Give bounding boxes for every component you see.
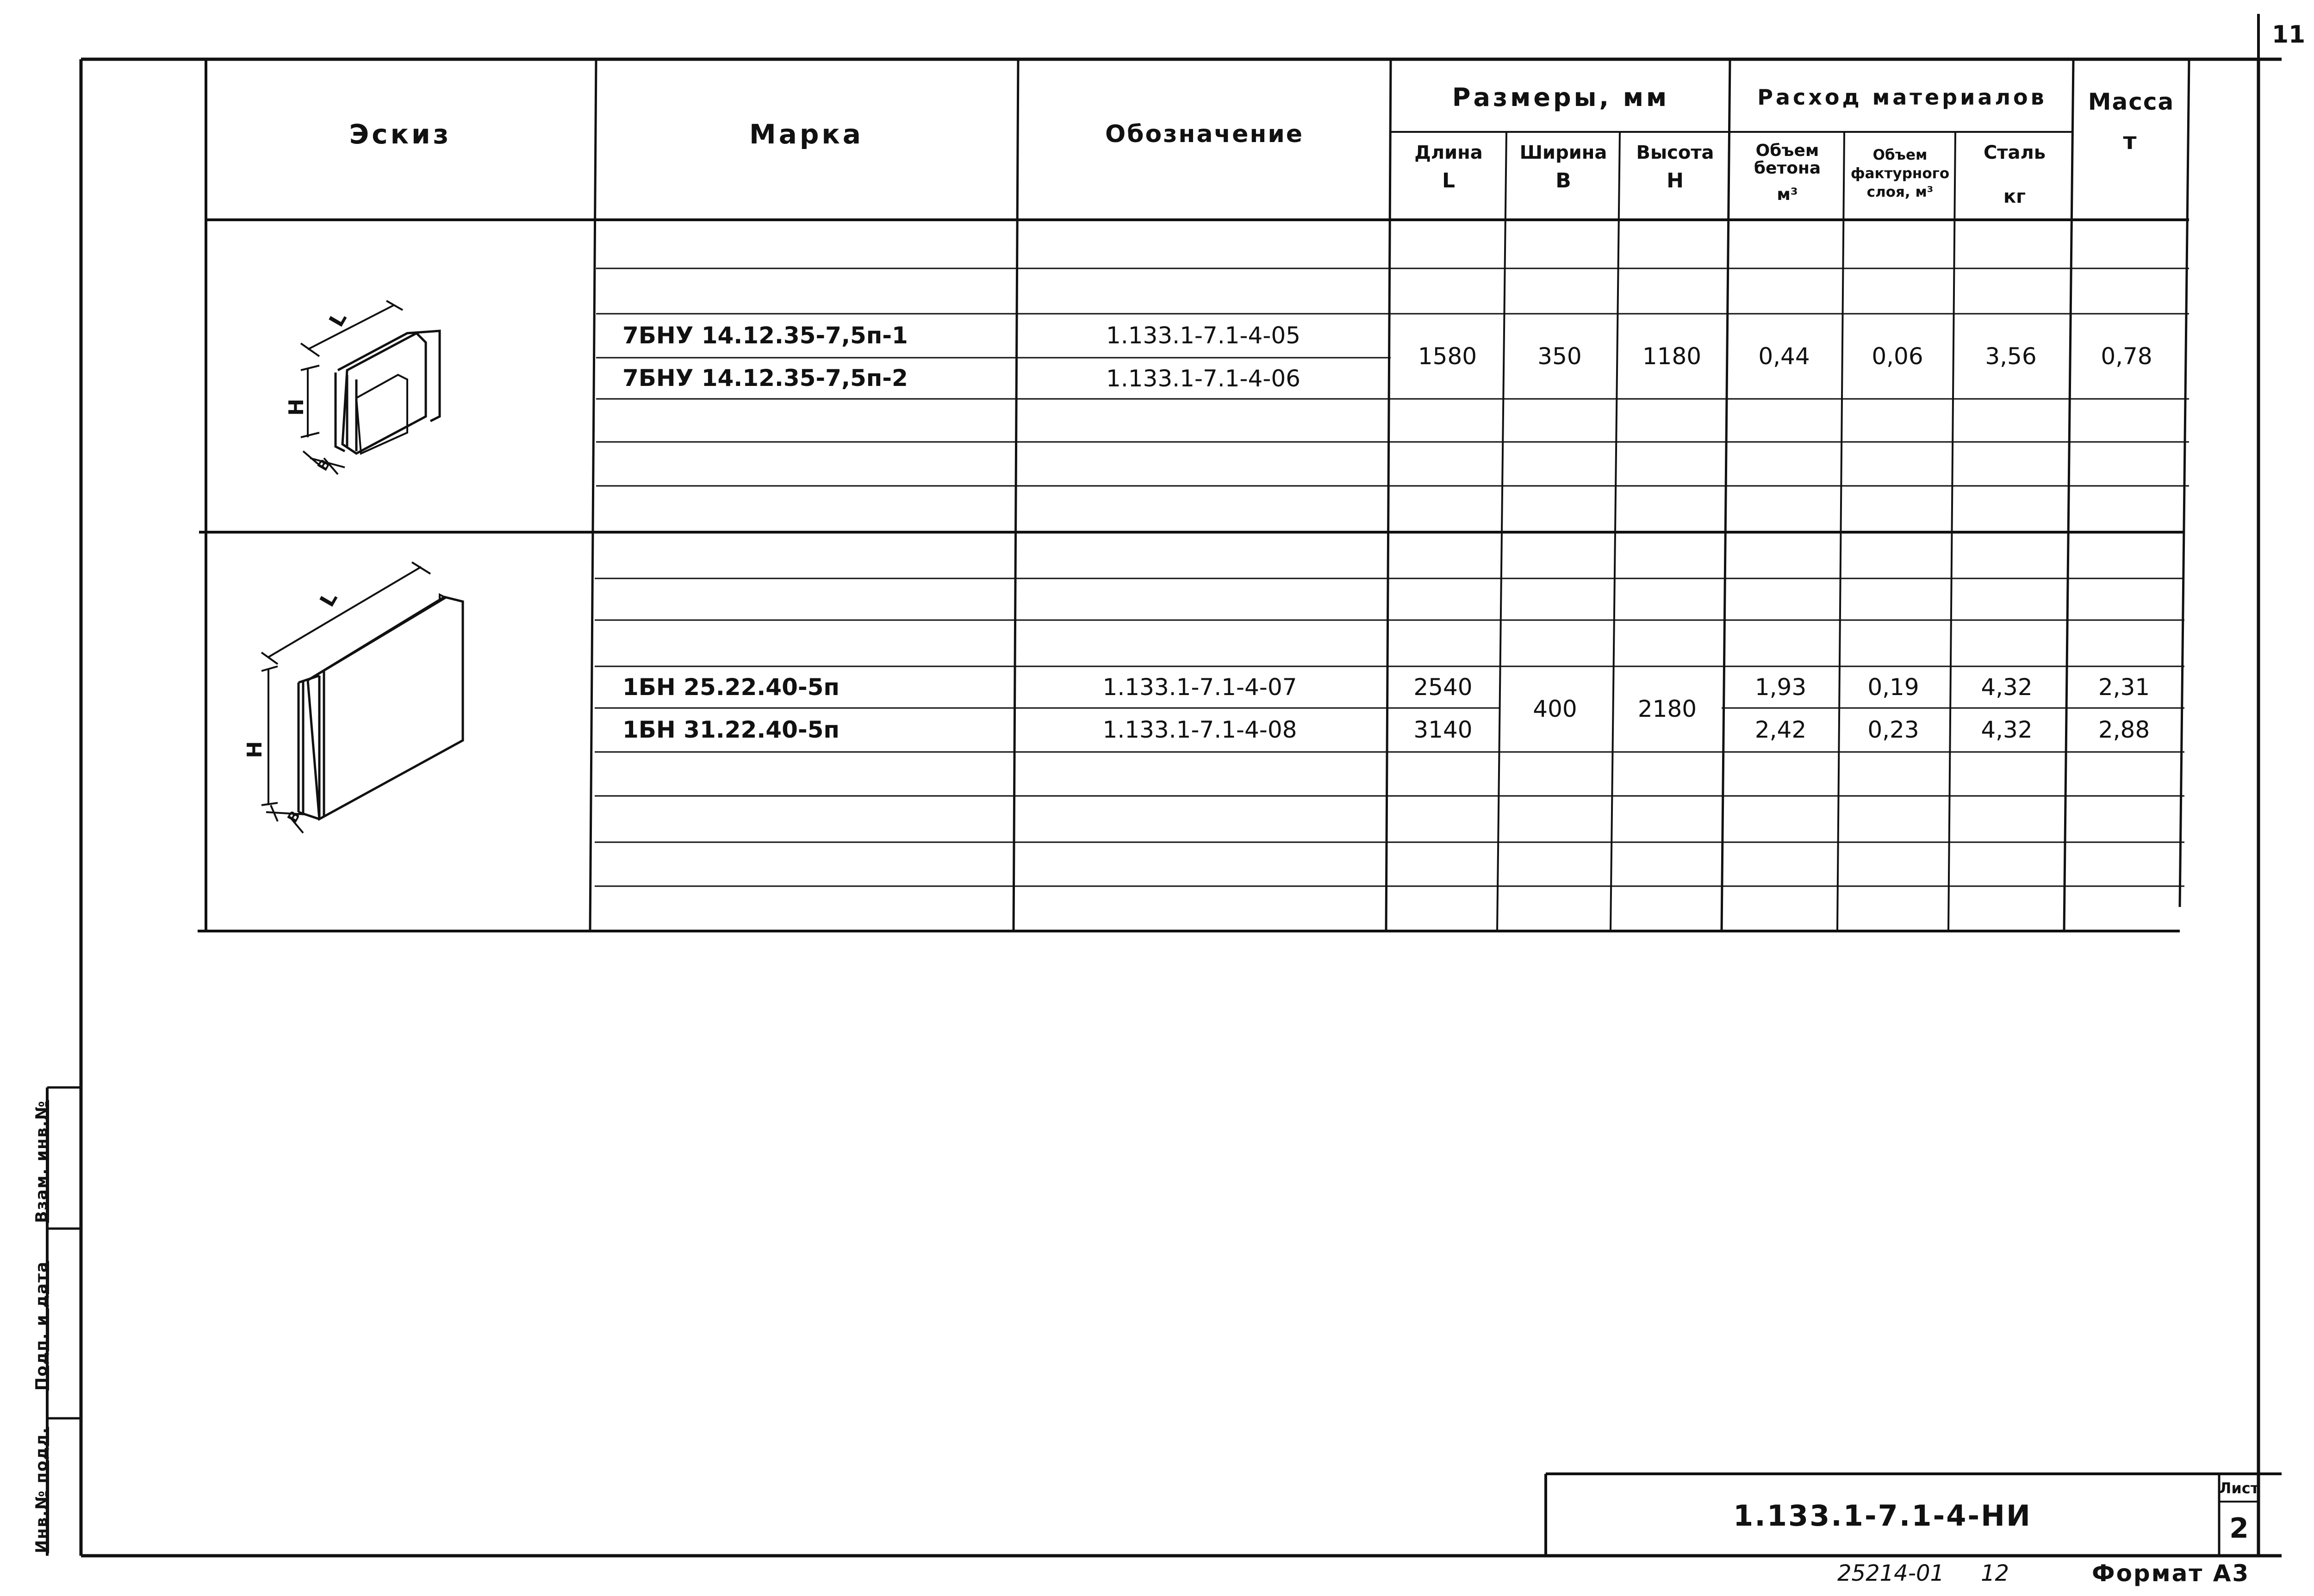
header-steel-unit: кг	[2003, 186, 2026, 207]
header-width-sym: B	[1555, 168, 1571, 193]
g2-row2-designation: 1.133.1-7.1-4-08	[1102, 716, 1297, 743]
g2-row1-concrete: 1,93	[1754, 674, 1807, 701]
header-mass-unit: т	[2123, 128, 2140, 155]
footer-order-number: 25214-01	[1837, 1560, 1945, 1586]
top-sheet-number: 11	[2271, 21, 2306, 49]
header-mark: Марка	[749, 118, 864, 150]
footer-format: Формат А3	[2092, 1560, 2250, 1587]
g2-height: 2180	[1637, 696, 1697, 722]
g1-sketch-label-B: B	[314, 456, 334, 474]
g1-length: 1580	[1418, 343, 1477, 370]
g2-row1-mark: 1БН 25.22.40-5п	[622, 674, 840, 701]
g2-row2-length: 3140	[1413, 716, 1473, 743]
g2-row2-concrete: 2,42	[1754, 716, 1807, 743]
header-height: Высота	[1636, 142, 1714, 163]
g2-row2-steel: 4,32	[1981, 716, 2033, 743]
header-length-sym: L	[1442, 168, 1456, 193]
g1-concrete: 0,44	[1758, 343, 1810, 370]
g1-row2-mark: 7БНУ 14.12.35-7,5п-2	[622, 365, 908, 391]
g1-mass: 0,78	[2101, 343, 2152, 370]
g1-row1-designation: 1.133.1-7.1-4-05	[1106, 322, 1300, 349]
g1-sketch-label-H: H	[284, 398, 308, 416]
header-concrete-unit: м³	[1777, 185, 1798, 204]
sketch-block-large	[261, 562, 463, 833]
header-mass: Масса	[2088, 88, 2175, 115]
g2-sketch-label-L: L	[315, 588, 342, 611]
title-block-sheet-number: 2	[2229, 1512, 2249, 1545]
header-height-sym: H	[1667, 168, 1684, 193]
g1-width: 350	[1537, 343, 1582, 370]
stamp-replace: Взам. инв.№	[32, 1100, 51, 1223]
g2-row1-mass: 2,31	[2098, 674, 2150, 701]
stamp-inv-no: Инв.№ подл.	[32, 1427, 51, 1553]
g2-row1-steel: 4,32	[1981, 674, 2033, 701]
header-concrete-volume: Объем бетона	[1754, 141, 1821, 178]
stamp-signature-date: Подп. и дата	[32, 1261, 51, 1391]
g2-row2-mark: 1БН 31.22.40-5п	[622, 716, 840, 743]
g2-width: 400	[1533, 696, 1577, 722]
g1-steel: 3,56	[1985, 343, 2037, 370]
sketch-block-small	[301, 301, 440, 474]
header-designation: Обозначение	[1105, 120, 1304, 148]
title-block-sheet-label: Лист	[2219, 1479, 2259, 1497]
header-dimensions: Размеры, мм	[1452, 82, 1670, 112]
header-length: Длина	[1414, 142, 1483, 163]
g2-row2-mass: 2,88	[2098, 716, 2150, 743]
g2-row1-designation: 1.133.1-7.1-4-07	[1102, 674, 1297, 701]
g1-height: 1180	[1642, 343, 1702, 370]
g2-row2-facing: 0,23	[1867, 716, 1919, 743]
g1-row1-mark: 7БНУ 14.12.35-7,5п-1	[622, 322, 908, 349]
header-facing-volume: Объем фактурного слоя, м³	[1850, 147, 1950, 200]
g1-sketch-label-L: L	[324, 308, 352, 331]
footer-copy-number: 12	[1981, 1560, 2009, 1586]
header-materials: Расход материалов	[1757, 85, 2047, 110]
header-width: Ширина	[1519, 142, 1607, 163]
g2-sketch-label-H: H	[243, 741, 267, 758]
g2-row1-facing: 0,19	[1867, 674, 1919, 701]
g2-row1-length: 2540	[1413, 674, 1473, 701]
g1-facing: 0,06	[1872, 343, 1923, 370]
header-steel: Сталь	[1983, 142, 2046, 163]
header-sketch: Эскиз	[349, 118, 452, 150]
g1-row2-designation: 1.133.1-7.1-4-06	[1106, 365, 1300, 392]
g2-sketch-label-B: B	[284, 808, 304, 826]
title-block-code: 1.133.1-7.1-4-НИ	[1733, 1498, 2032, 1533]
